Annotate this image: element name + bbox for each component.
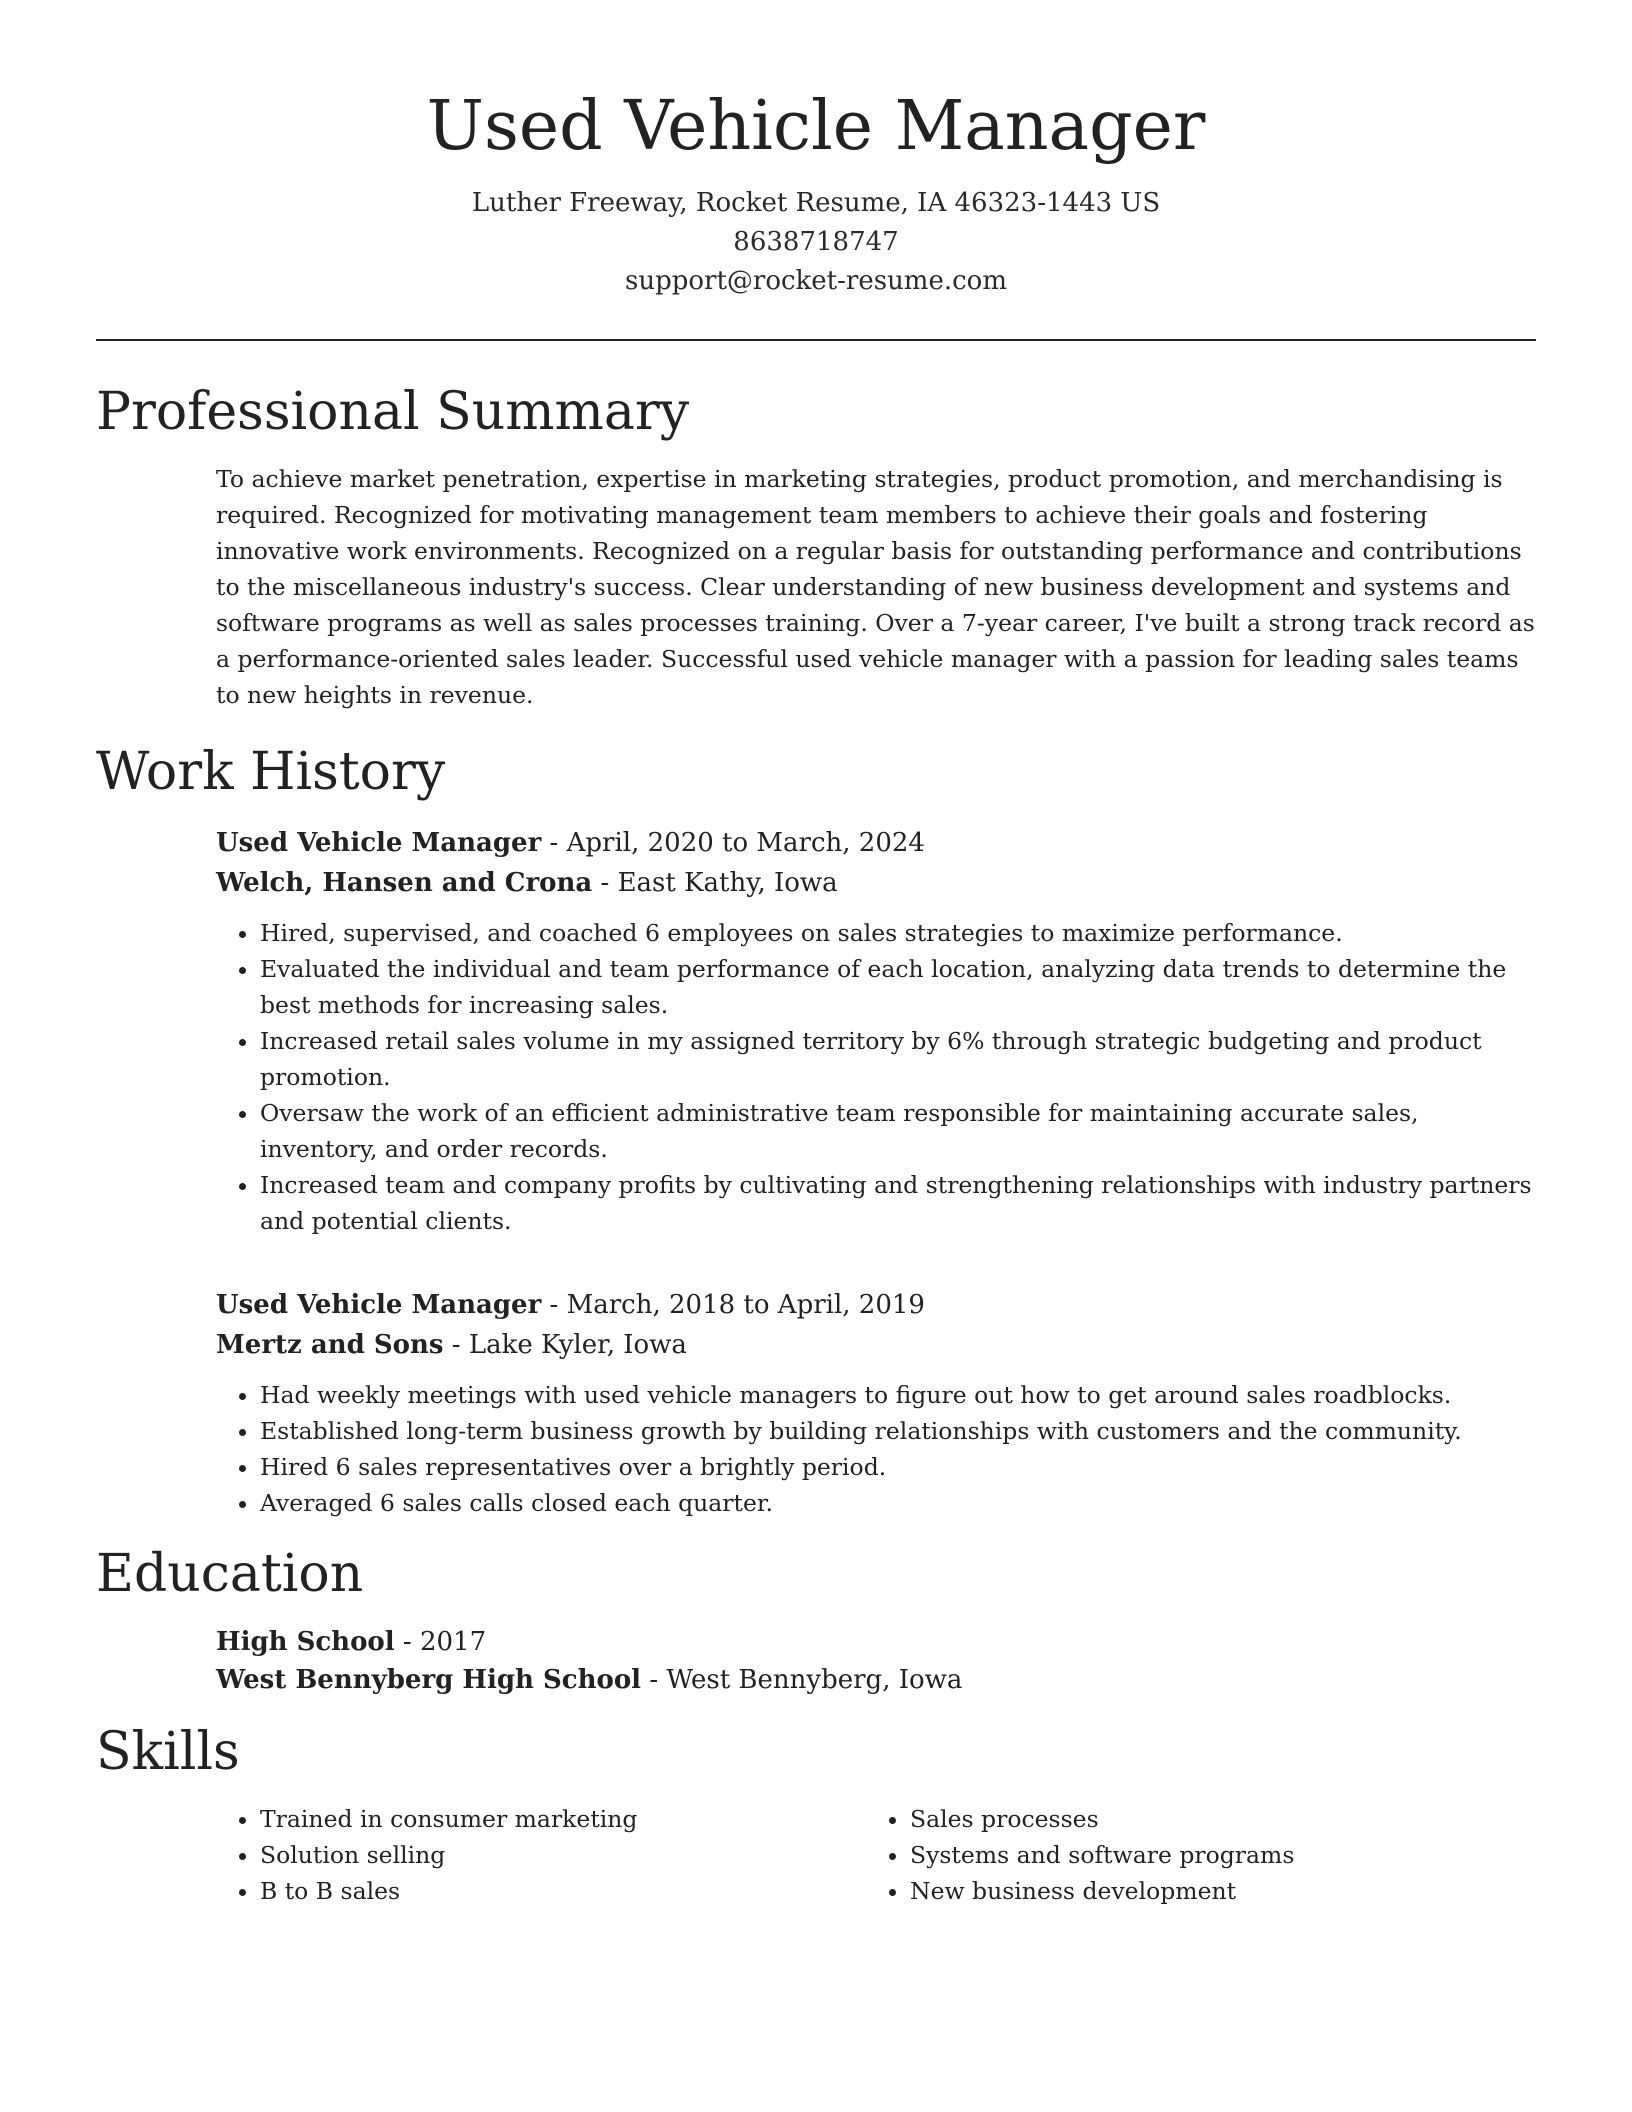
section-title-education: Education <box>96 1544 364 1604</box>
skills-list-right <box>866 1801 1516 1909</box>
candidate-name: Used Vehicle Manager <box>426 87 1206 166</box>
list-item: • Systems and software programs <box>910 1837 1516 1873</box>
education-location: - West Bennyberg, Iowa <box>641 1665 963 1695</box>
contact-phone: 8638718747 <box>733 227 899 257</box>
header-divider <box>96 339 1536 341</box>
job-role: Used Vehicle Manager <box>216 1290 542 1320</box>
job-company: Mertz and Sons <box>216 1330 444 1360</box>
skills-list-left <box>216 1801 866 1909</box>
resume-header <box>96 0 1536 301</box>
job-location: - East Kathy, Iowa <box>592 868 838 898</box>
section-title-work-history: Work History <box>96 742 446 802</box>
education-school-line <box>216 1661 1536 1699</box>
list-item: • Established long-term business growth by building relationships with customers and the community. <box>260 1413 1536 1449</box>
job-company-line <box>216 1325 1536 1365</box>
job-role-line <box>216 1285 1536 1325</box>
list-item: • Averaged 6 sales calls closed each quarter. <box>260 1485 1536 1521</box>
list-item: • Increased retail sales volume in my assigned territory by 6% through strategic budgeting and product promotion. <box>260 1023 1536 1095</box>
list-item: • Oversaw the work of an efficient administrative team responsible for maintaining accurate sales, inventory, and order records. <box>260 1095 1536 1167</box>
job-role-line <box>216 823 1536 863</box>
job-dates: - April, 2020 to March, 2024 <box>541 828 925 858</box>
job-entry <box>216 823 1536 1239</box>
job-role: Used Vehicle Manager <box>216 828 542 858</box>
education-degree: High School <box>216 1627 395 1657</box>
education-degree-line <box>216 1623 1536 1661</box>
list-item: • Trained in consumer marketing <box>260 1801 866 1837</box>
contact-email: support@rocket-resume.com <box>624 266 1007 296</box>
section-title-summary: Professional Summary <box>96 382 690 442</box>
list-item: • New business development <box>910 1873 1516 1909</box>
job-company: Welch, Hansen and Crona <box>216 868 593 898</box>
contact-block <box>96 184 1536 301</box>
skills-column-right <box>866 1801 1516 1909</box>
job-bullets <box>216 915 1536 1239</box>
education-year: - 2017 <box>394 1627 487 1657</box>
list-item: • Had weekly meetings with used vehicle managers to figure out how to get around sales roadblocks. <box>260 1377 1536 1413</box>
list-item: • B to B sales <box>260 1873 866 1909</box>
job-company-line <box>216 863 1536 903</box>
list-item: • Hired 6 sales representatives over a brightly period. <box>260 1449 1536 1485</box>
job-location: - Lake Kyler, Iowa <box>443 1330 687 1360</box>
section-title-skills: Skills <box>96 1722 240 1782</box>
job-bullets <box>216 1377 1536 1521</box>
resume-page <box>96 0 1536 1909</box>
summary-text: To achieve market penetration, expertise in marketing strategies, product promotion, and merchandising is required. Recognized for motivating management team members to achieve their goals and fostering innovative work environments. Recognized on a regular basis for outstanding performance and contributions to the miscellaneous industry's success. Clear understanding of new business development and systems and software programs as well as sales processes training. Over a 7-year career, I've built a strong track record as a performance-oriented sales leader. Successful used vehicle manager with a passion for leading sales teams to new heights in revenue. <box>216 465 1535 709</box>
education-entry <box>216 1623 1536 1699</box>
job-entry <box>216 1285 1536 1521</box>
list-item: • Hired, supervised, and coached 6 employees on sales strategies to maximize performance. <box>260 915 1536 951</box>
skills-grid <box>216 1801 1536 1909</box>
education-school: West Bennyberg High School <box>216 1665 642 1695</box>
contact-address: Luther Freeway, Rocket Resume, IA 46323-1443 US <box>471 188 1161 218</box>
job-dates: - March, 2018 to April, 2019 <box>541 1290 925 1320</box>
list-item: • Solution selling <box>260 1837 866 1873</box>
list-item: • Sales processes <box>910 1801 1516 1837</box>
list-item: • Evaluated the individual and team performance of each location, analyzing data trends to determine the best methods for increasing sales. <box>260 951 1536 1023</box>
skills-column-left <box>216 1801 866 1909</box>
list-item: • Increased team and company profits by cultivating and strengthening relationships with industry partners and potential clients. <box>260 1167 1536 1239</box>
